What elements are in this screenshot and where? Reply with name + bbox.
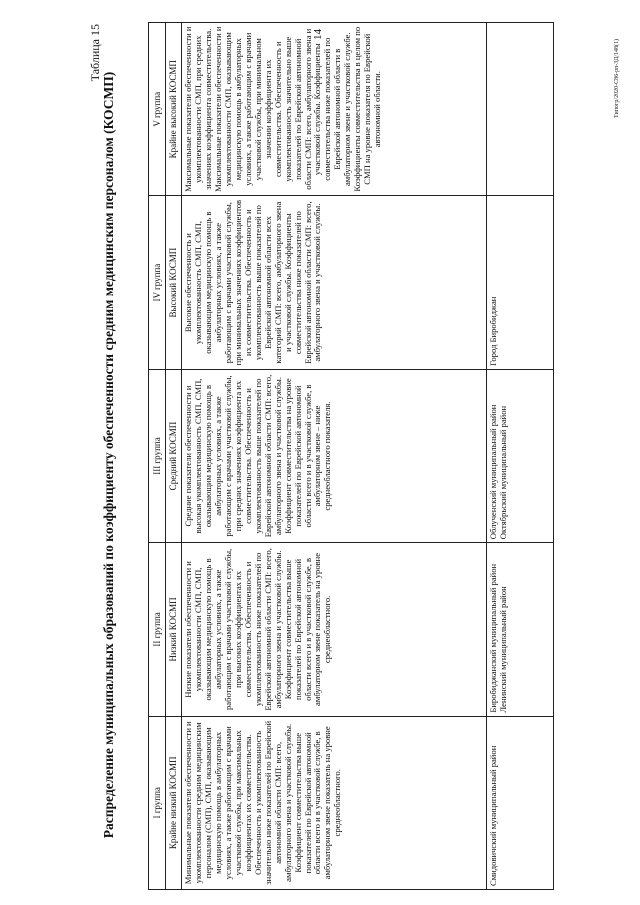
group-header: III группа [149,369,166,542]
municipality-row [486,23,553,890]
level-label: Средний КОСМП [166,369,181,542]
municipality-cell [486,716,553,889]
level-label: Высокий КОСМП [166,196,181,369]
level-row [166,23,181,890]
kosmp-table [148,22,554,890]
municipality-name: Биробиджанский муниципальный район [487,563,498,713]
level-label: Низкий КОСМП [166,543,181,716]
level-label: Крайне низкий КОСМП [166,716,181,889]
rotated-page-content [88,20,608,890]
level-label: Крайне высокий КОСМП [166,23,181,196]
group-description: Низкие показатели обеспеченности и укомплектованности СМП, СМП, оказывающим медицинскую помощь в амбулаторных условиях, а также работающим с врачами участковой службы, при высоких коэффициентах их совместительства. Обеспеченность и укомплектованность ниже показателей по Еврейской автономной области СМП: всего, амбулаторного звена и участковой службы. Коэффициент совместительства выше показателей по Еврейской автономной области всего и в участковой службе, в амбулаторном звене показатель на уровне среднеобластного. [181,543,486,716]
municipality-cell [486,196,553,369]
municipality-name: Город Биробиджан [487,296,498,366]
municipality-name: Ленинский муниципальный район [497,586,508,713]
group-description: Высокие обеспеченность и укомплектованность СМП, СМП, оказывающим медицинскую помощь в амбулаторных условиях, а также работающим с врачами участковой службы, при минимальных значениях коэффициентов их совместительства. Обеспеченность и укомплектованность выше показателей по Еврейской автономной области всех категорий СМП: всего, амбулаторного звена и участковой службы. Коэффициенты совместительства ниже показателей по Еврейской автономной области СМП: всего, амбулаторного звена и участковой службы. [181,196,486,369]
municipality-name: Смидовичский муниципальный район [487,745,498,886]
group-header: I группа [149,716,166,889]
group-header-row [149,23,166,890]
municipality-cell [486,369,553,542]
group-description: Максимальные показатели обеспеченности и укомплектованности СМП, при средних значениях коэффициента совместительства. Максимальные показатели обеспеченности и укомплектованности СМП, оказывающим медицинскую помощь в амбулаторных условиях, а также работающим с врачами участковой службы, при минимальном значении коэффициента их совместительства. Обеспеченность и укомплектованность значительно выше показателей по Еврейской автономной области СМП: всего, амбулаторного звена и участковой службы. Коэффициенты совместительства ниже показателей по Еврейской автономной области в амбулаторном звене и участковой службе. Коэффициенты совместительства в целом по СМП на уровне показателя по Еврейской автономной области. [181,23,486,196]
document-title: Распределение муниципальных образований по коэффициенту обеспеченности средним медицинским персоналом (КОСМП) [101,71,116,839]
municipality-name: Октябрьский муниципальный район [497,405,508,540]
description-row [181,23,486,890]
municipality-cell [486,543,553,716]
table-caption: Таблица 15 [88,24,102,82]
group-header: II группа [149,543,166,716]
page-number: 14 [312,29,324,40]
document-code: Типогр/2020-С86-рп-3Д/148(1) [614,38,620,118]
group-header: V группа [149,23,166,196]
municipality-cell [486,23,553,196]
group-header: IV группа [149,196,166,369]
group-description: Минимальные показатели обеспеченности и укомплектованности средним медицинским персоналом (СМП), СМП, оказывающим медицинскую помощь в амбулаторных условиях, а также работающим с врачами участковой службы, при максимальных коэффициентах их совместительства. Обеспеченность и укомплектованность значительно ниже показателей по Еврейской автономной области СМП: всего, амбулаторного звена и участковой службы. Коэффициент совместительства выше показателей по Еврейской автономной области всего и в участковой службе, в амбулаторном звене показатель на уровне среднеобластного. [181,716,486,889]
group-description: Средние показатели обеспеченности и высокая укомплектованность СМП, СМП, оказывающим медицинскую помощь в амбулаторных условиях, а также работающим с врачами участковой службы, при средних значениях коэффициента их совместительства. Обеспеченность и укомплектованность выше показателей по Еврейской автономной области СМП: всего, амбулаторного звена и участковой службы. Коэффициент совместительства на уровне показателей по Еврейской автономной области всего и в участковой службе, в амбулаторном звене – ниже среднеобластного показателя. [181,369,486,542]
municipality-name: Облученский муниципальный район [487,404,498,540]
